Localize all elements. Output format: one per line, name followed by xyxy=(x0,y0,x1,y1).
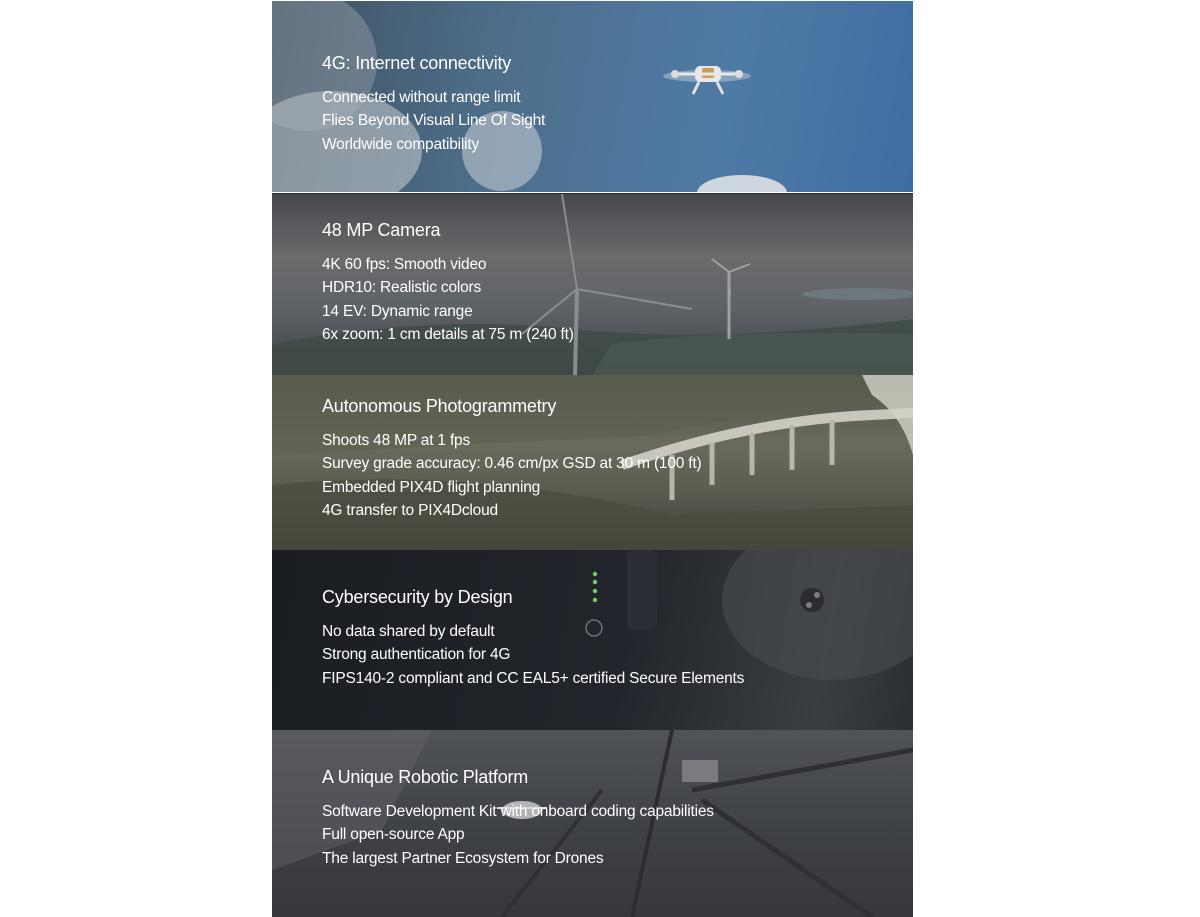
feature-panel-robotic-platform xyxy=(272,730,913,917)
feature-list xyxy=(322,800,714,870)
list-item: FIPS140-2 compliant and CC EAL5+ certified Secure Elements xyxy=(322,669,745,687)
feature-text xyxy=(322,767,714,870)
list-item: Survey grade accuracy: 0.46 cm/px GSD at 30 m (100 ft) xyxy=(322,455,702,473)
list-item: The largest Partner Ecosystem for Drones xyxy=(322,849,604,867)
feature-list xyxy=(322,620,744,690)
feature-text xyxy=(322,220,574,346)
feature-text xyxy=(322,587,744,690)
list-item: 4G transfer to PIX4Dcloud xyxy=(322,501,498,519)
feature-text xyxy=(322,396,701,522)
feature-list xyxy=(322,253,574,346)
list-item: 4K 60 fps: Smooth video xyxy=(322,256,487,273)
list-item: Software Development Kit with onboard coding capabilities xyxy=(322,803,714,820)
feature-list xyxy=(322,429,701,522)
list-item: Full open-source App xyxy=(322,826,465,844)
list-item: Embedded PIX4D flight planning xyxy=(322,478,541,496)
list-item: Worldwide compatibility xyxy=(322,135,480,153)
feature-panel-camera xyxy=(272,193,913,376)
list-item: Connected without range limit xyxy=(322,89,521,106)
feature-column xyxy=(272,1,913,917)
list-item: 14 EV: Dynamic range xyxy=(322,302,473,320)
feature-panel-connectivity xyxy=(272,1,913,192)
section-title: Autonomous Photogrammetry xyxy=(322,396,557,416)
section-title: A Unique Robotic Platform xyxy=(322,767,529,787)
section-title: Cybersecurity by Design xyxy=(322,587,513,607)
section-title: 48 MP Camera xyxy=(322,220,441,240)
feature-panel-cybersecurity xyxy=(272,550,913,730)
list-item: Shoots 48 MP at 1 fps xyxy=(322,432,471,449)
list-item: Strong authentication for 4G xyxy=(322,646,511,664)
feature-panel-photogrammetry xyxy=(272,375,913,550)
list-item: No data shared by default xyxy=(322,623,495,640)
list-item: Flies Beyond Visual Line Of Sight xyxy=(322,112,546,130)
section-title: 4G: Internet connectivity xyxy=(322,53,512,73)
feature-list xyxy=(322,86,545,156)
drone-icon xyxy=(663,66,751,94)
feature-text xyxy=(322,53,545,156)
list-item: HDR10: Realistic colors xyxy=(322,279,482,297)
list-item: 6x zoom: 1 cm details at 75 m (240 ft) xyxy=(322,325,574,343)
